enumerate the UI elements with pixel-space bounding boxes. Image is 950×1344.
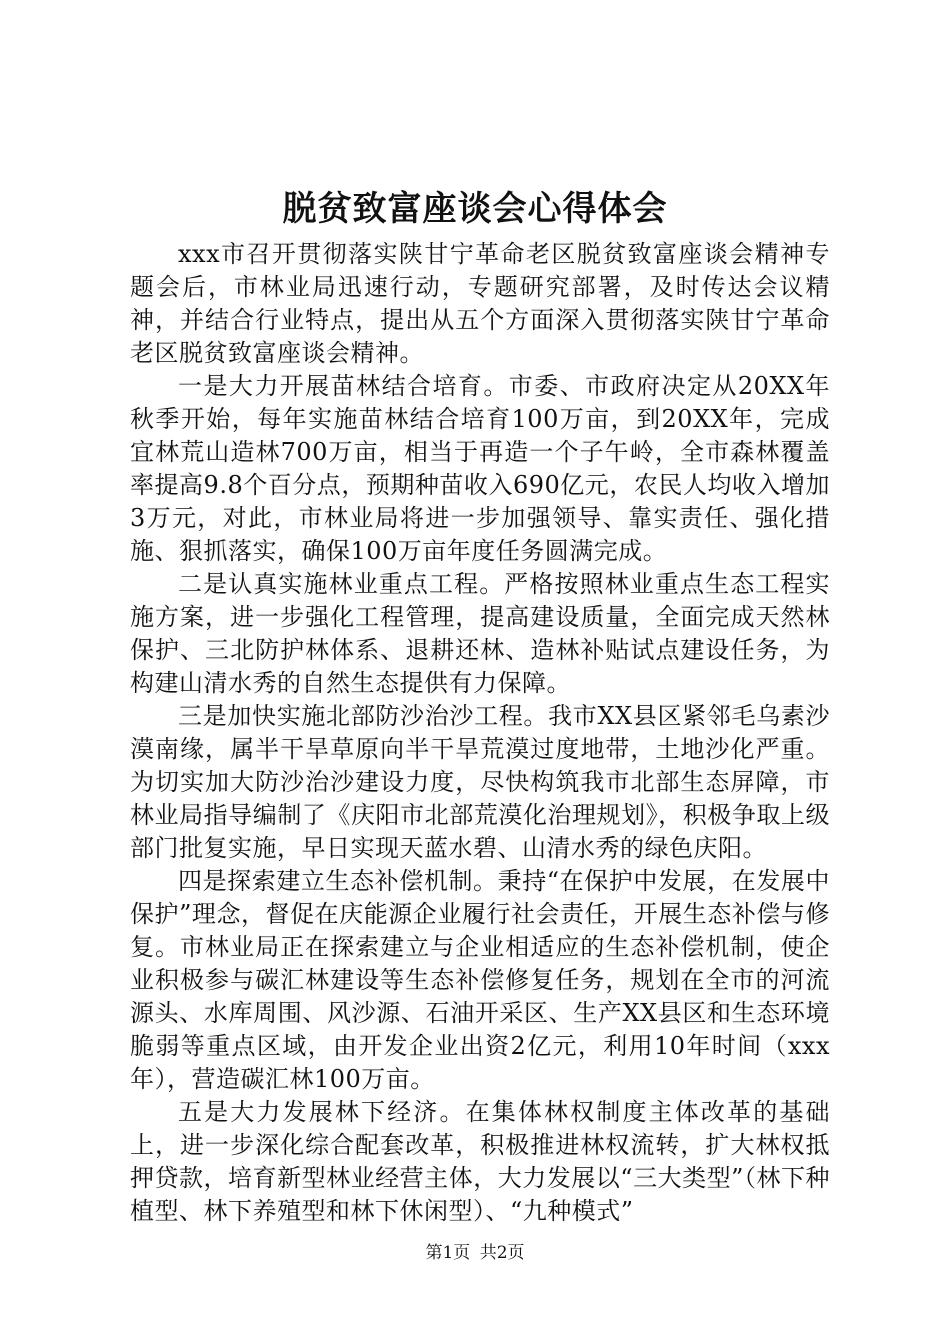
paragraph-point-2: 二是认真实施林业重点工程。严格按照林业重点生态工程实施方案，进一步强化工程管理，提高建设质量，全面完成天然林保护、三北防护林体系、退耕还林、造林补贴试点建设任务，为构建山清水秀的自然生态提供有力保障。: [130, 570, 830, 697]
paragraph-intro: xxx市召开贯彻落实陕甘宁革命老区脱贫致富座谈会精神专题会后，市林业局迅速行动，专题研究部署，及时传达会议精神，并结合行业特点，提出从五个方面深入贯彻落实陕甘宁革命老区脱贫致富座谈会精神。: [130, 240, 830, 367]
paragraph-point-4: 四是探索建立生态补偿机制。秉持“在保护中发展，在发展中保护”理念，督促在庆能源企业履行社会责任，开展生态补偿与修复。市林业局正在探索建立与企业相适应的生态补偿机制，使企业积极参与碳汇林建设等生态补偿修复任务，规划在全市的河流源头、水库周围、风沙源、石油开采区、生产XX县区和生态环境脆弱等重点区域，由开发企业出资2亿元，利用10年时间（xxx年），营造碳汇林100万亩。: [130, 867, 830, 1093]
document-title: 脱贫致富座谈会心得体会: [282, 189, 668, 229]
page-footer: [0, 1242, 950, 1264]
page-total: 共2页: [479, 1243, 525, 1263]
paragraph-point-1: 一是大力开展苗林结合培育。市委、市政府决定从20XX年秋季开始，每年实施苗林结合培育100万亩，到20XX年，完成宜林荒山造林700万亩，相当于再造一个子午岭，全市森林覆盖率提高9.8个百分点，预期种苗收入690亿元，农民人均收入增加3万元，对此，市林业局将进一步加强领导、靠实责任、强化措施、狠抓落实，确保100万亩年度任务圆满完成。: [130, 372, 830, 565]
paragraph-point-3: 三是加快实施北部防沙治沙工程。我市XX县区紧邻毛乌素沙漠南缘，属半干旱草原向半干旱荒漠过度地带，土地沙化严重。为切实加大防沙治沙建设力度，尽快构筑我市北部生态屏障，市林业局指导编制了《庆阳市北部荒漠化治理规划》，积极争取上级部门批复实施，早日实现天蓝水碧、山清水秀的绿色庆阳。: [130, 702, 830, 862]
page-number: 第1页: [425, 1243, 471, 1263]
paragraph-point-5: 五是大力发展林下经济。在集体林权制度主体改革的基础上，进一步深化综合配套改革，积极推进林权流转，扩大林权抵押贷款，培育新型林业经营主体，大力发展以“三大类型”（林下种植型、林下养殖型和林下休闲型）、“九种模式”: [130, 1098, 830, 1225]
document-body: [130, 238, 830, 1228]
